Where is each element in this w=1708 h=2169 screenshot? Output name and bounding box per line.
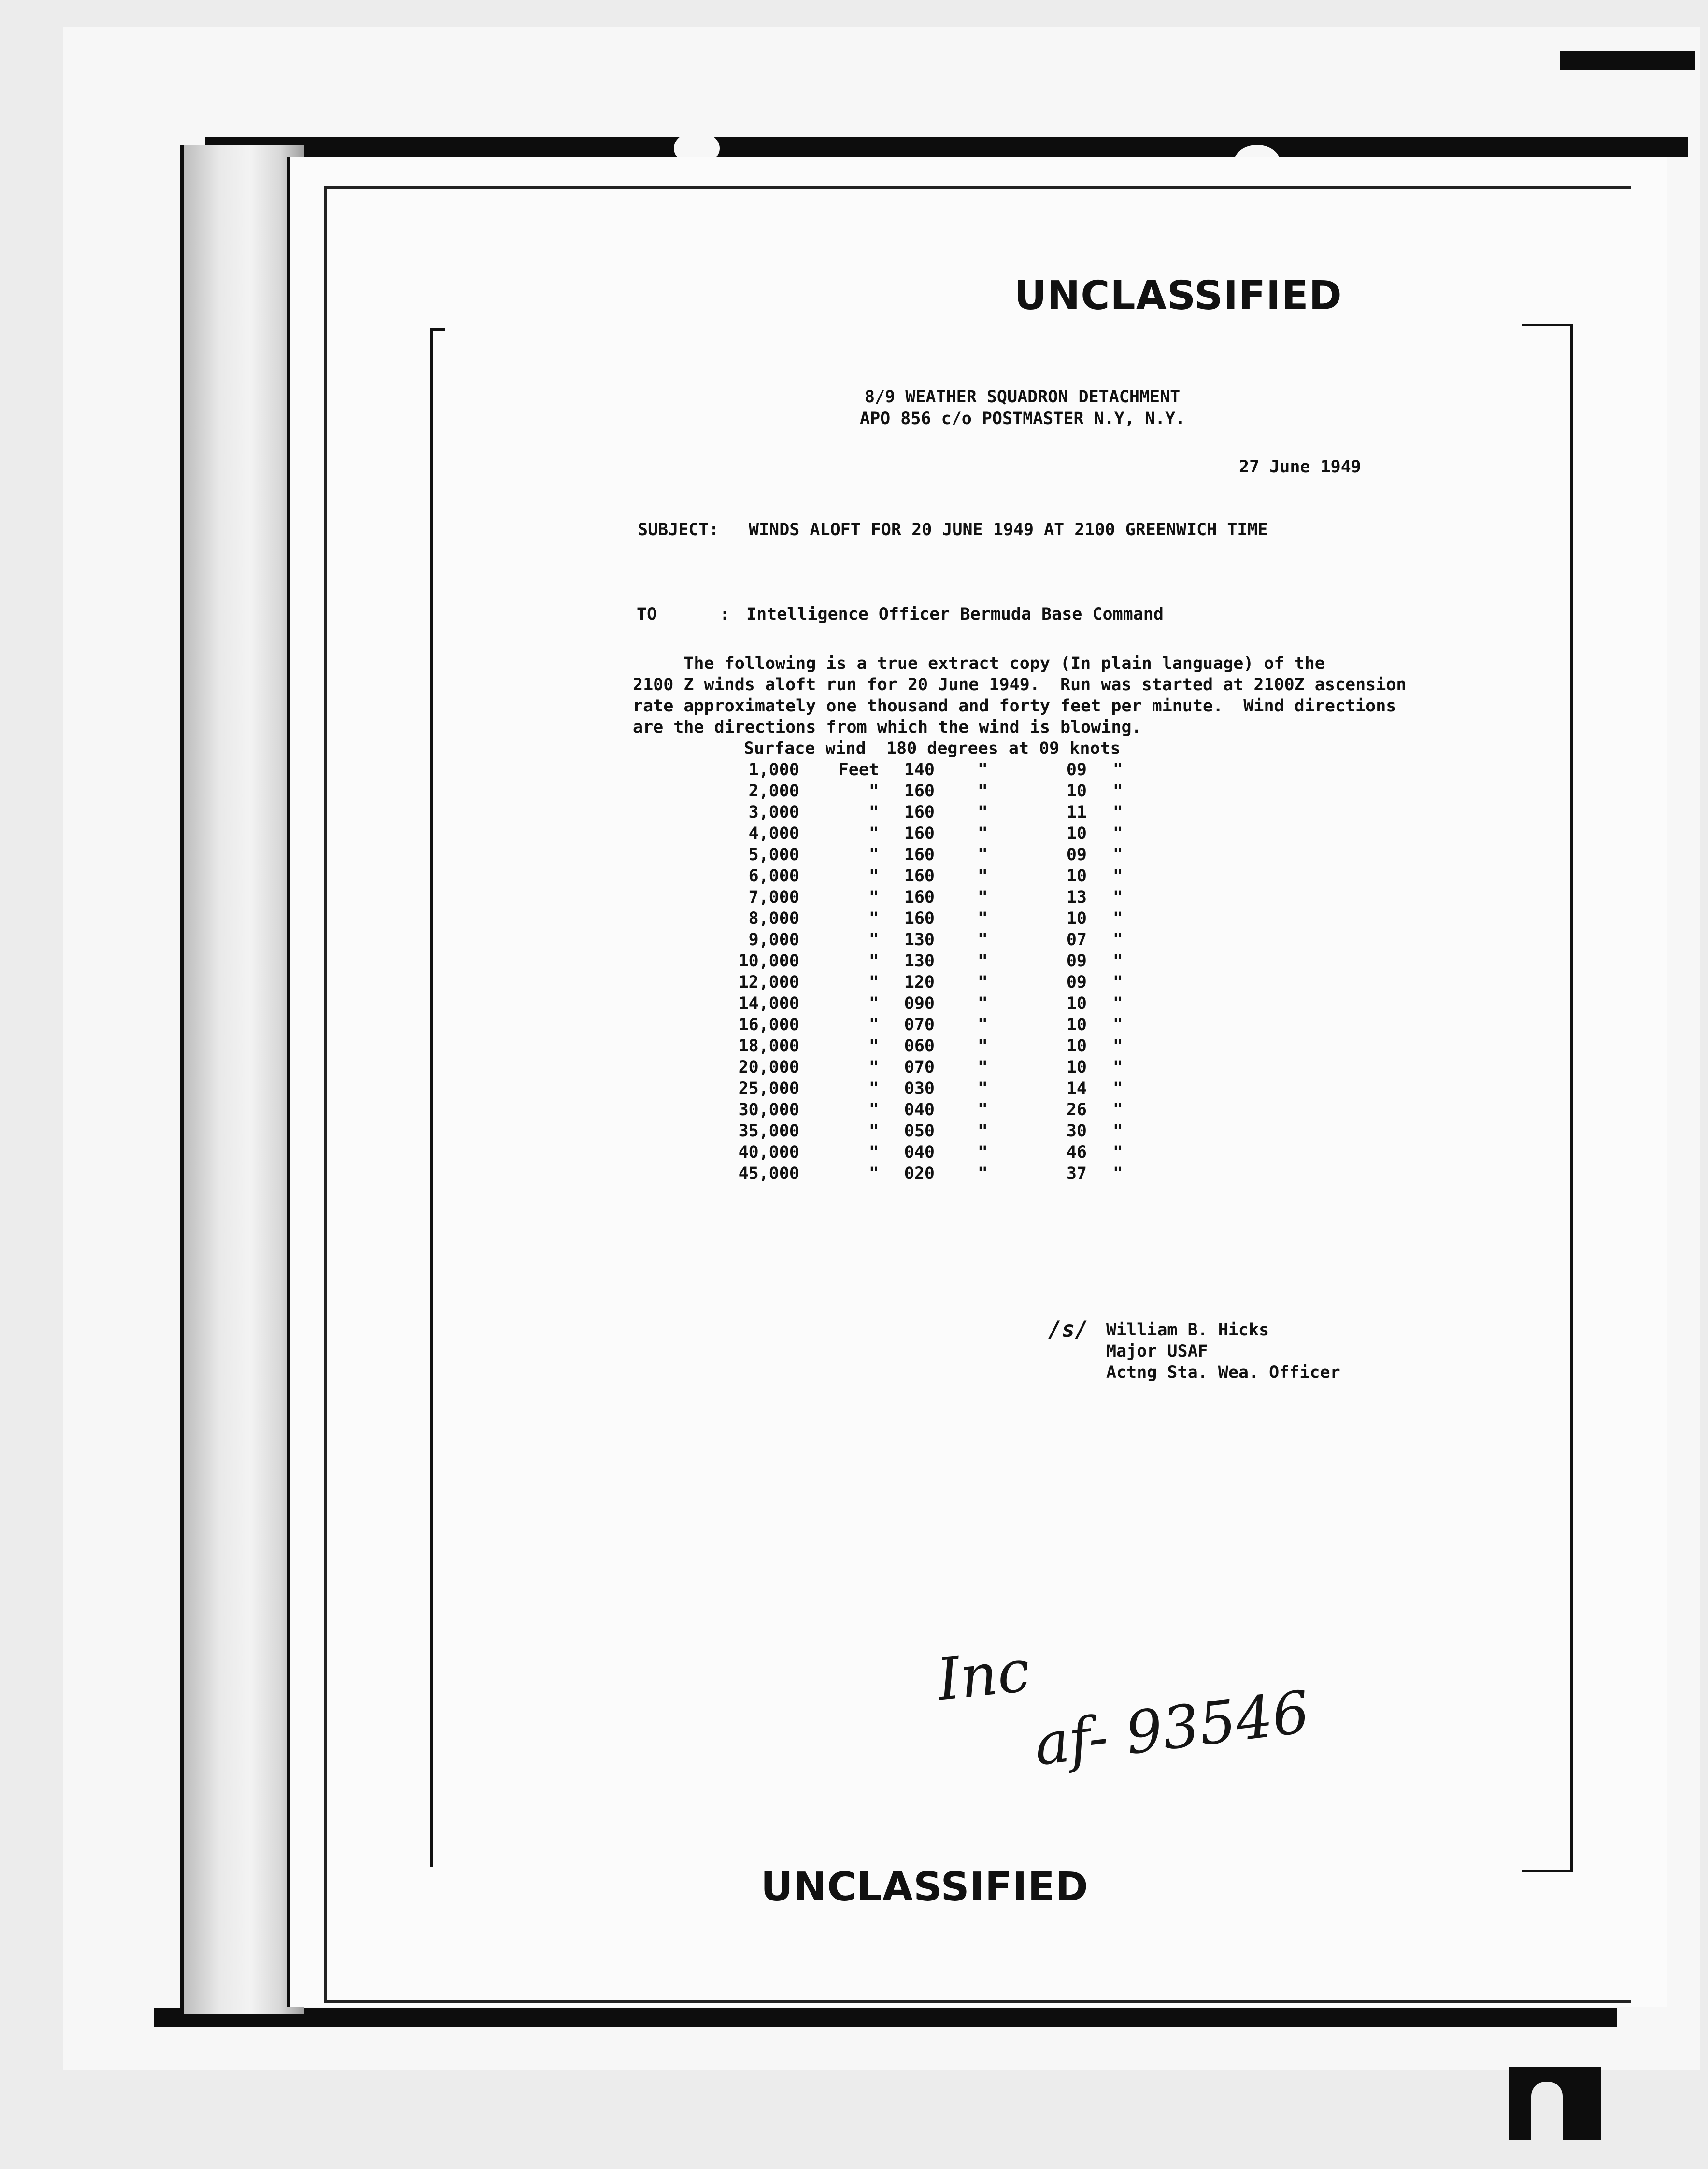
- altitude-cell: 14,000: [738, 994, 799, 1013]
- letterhead-line-1: 8/9 WEATHER SQUADRON DETACHMENT: [865, 387, 1181, 407]
- direction-cell: 040: [904, 1100, 935, 1120]
- unit-cell: ": [868, 1143, 879, 1162]
- direction-cell: 140: [904, 760, 935, 780]
- altitude-cell: 3,000: [748, 803, 799, 822]
- unit-cell: ": [868, 1079, 879, 1098]
- handwritten-note-line-2: af- 93546: [1030, 1678, 1313, 1779]
- wind-row: [0, 865, 1708, 887]
- unit-cell: ": [868, 888, 879, 907]
- direction-cell: 160: [904, 824, 935, 843]
- direction-cell: 160: [904, 845, 935, 865]
- knots-ditto-cell: ": [1112, 1164, 1123, 1183]
- knots-ditto-cell: ": [1112, 1058, 1123, 1077]
- wind-row: [0, 1014, 1708, 1035]
- document-date: 27 June 1949: [1239, 457, 1361, 477]
- unit-cell: ": [868, 866, 879, 886]
- altitude-cell: 9,000: [748, 930, 799, 950]
- direction-cell: 160: [904, 888, 935, 907]
- speed-cell: 46: [1066, 1143, 1087, 1162]
- wind-row: [0, 1142, 1708, 1163]
- unit-cell: ": [868, 973, 879, 992]
- speed-cell: 13: [1066, 888, 1087, 907]
- film-corner-mark: [1560, 51, 1695, 70]
- altitude-cell: 2,000: [748, 781, 799, 801]
- unit-cell: ": [868, 1121, 879, 1141]
- direction-cell: 060: [904, 1036, 935, 1056]
- knots-ditto-cell: ": [1112, 781, 1123, 801]
- knots-ditto-cell: ": [1112, 973, 1123, 992]
- direction-cell: 160: [904, 781, 935, 801]
- ditto-cell: ": [977, 1058, 988, 1077]
- knots-ditto-cell: ": [1112, 930, 1123, 950]
- knots-ditto-cell: ": [1112, 803, 1123, 822]
- direction-cell: 030: [904, 1079, 935, 1098]
- letterhead-line-2: APO 856 c/o POSTMASTER N.Y, N.Y.: [860, 409, 1186, 428]
- knots-ditto-cell: ": [1112, 866, 1123, 886]
- wind-row: [0, 1057, 1708, 1078]
- signature-mark: /s/: [1048, 1316, 1089, 1342]
- altitude-cell: 10,000: [738, 951, 799, 971]
- altitude-cell: 40,000: [738, 1143, 799, 1162]
- wind-row: [0, 1078, 1708, 1099]
- wind-row: [0, 780, 1708, 802]
- unit-cell: ": [868, 1036, 879, 1056]
- direction-cell: 090: [904, 994, 935, 1013]
- wind-row: [0, 1099, 1708, 1120]
- body-line-3: rate approximately one thousand and forty feet per minute. Wind directions: [633, 696, 1396, 716]
- film-border-bottom: [154, 2008, 1617, 2027]
- speed-cell: 10: [1066, 994, 1087, 1013]
- to-separator: :: [720, 605, 730, 624]
- ditto-cell: ": [977, 994, 988, 1013]
- surface-wind-line: Surface wind 180 degrees at 09 knots: [744, 739, 1121, 758]
- knots-ditto-cell: ": [1112, 1015, 1123, 1035]
- speed-cell: 09: [1066, 845, 1087, 865]
- wind-row: [0, 759, 1708, 780]
- wind-row: [0, 887, 1708, 908]
- ditto-cell: ": [977, 973, 988, 992]
- to-addressee: Intelligence Officer Bermuda Base Command: [746, 605, 1164, 624]
- subject-text: WINDS ALOFT FOR 20 JUNE 1949 AT 2100 GREENWICH TIME: [749, 520, 1268, 539]
- direction-cell: 160: [904, 866, 935, 886]
- direction-cell: 160: [904, 803, 935, 822]
- knots-ditto-cell: ": [1112, 760, 1123, 780]
- unit-cell: Feet: [838, 760, 879, 780]
- speed-cell: 10: [1066, 866, 1087, 886]
- altitude-cell: 7,000: [748, 888, 799, 907]
- ditto-cell: ": [977, 1121, 988, 1141]
- wind-row: [0, 844, 1708, 865]
- body-line-1: The following is a true extract copy (In plain language) of the: [633, 654, 1325, 673]
- knots-ditto-cell: ": [1112, 1121, 1123, 1141]
- speed-cell: 10: [1066, 781, 1087, 801]
- wind-row: [0, 972, 1708, 993]
- ditto-cell: ": [977, 760, 988, 780]
- knots-ditto-cell: ": [1112, 824, 1123, 843]
- wind-row: [0, 1035, 1708, 1057]
- handwritten-note-line-1: Inc: [934, 1637, 1033, 1714]
- wind-row: [0, 823, 1708, 844]
- wind-row: [0, 1163, 1708, 1184]
- speed-cell: 10: [1066, 1058, 1087, 1077]
- knots-ditto-cell: ": [1112, 845, 1123, 865]
- wind-row: [0, 993, 1708, 1014]
- winds-aloft-table: [0, 759, 1708, 1194]
- knots-ditto-cell: ": [1112, 1143, 1123, 1162]
- speed-cell: 10: [1066, 909, 1087, 928]
- unit-cell: ": [868, 1015, 879, 1035]
- altitude-cell: 16,000: [738, 1015, 799, 1035]
- direction-cell: 070: [904, 1058, 935, 1077]
- ditto-cell: ": [977, 824, 988, 843]
- speed-cell: 11: [1066, 803, 1087, 822]
- altitude-cell: 20,000: [738, 1058, 799, 1077]
- direction-cell: 120: [904, 973, 935, 992]
- ditto-cell: ": [977, 1079, 988, 1098]
- ditto-cell: ": [977, 951, 988, 971]
- ditto-cell: ": [977, 845, 988, 865]
- direction-cell: 070: [904, 1015, 935, 1035]
- film-corner-hole: [1531, 2082, 1563, 2140]
- altitude-cell: 30,000: [738, 1100, 799, 1120]
- ditto-cell: ": [977, 1036, 988, 1056]
- film-border-top: [205, 137, 1688, 157]
- ditto-cell: ": [977, 803, 988, 822]
- speed-cell: 30: [1066, 1121, 1087, 1141]
- body-line-4: are the directions from which the wind is blowing.: [633, 718, 1142, 737]
- wind-row: [0, 950, 1708, 972]
- altitude-cell: 25,000: [738, 1079, 799, 1098]
- altitude-cell: 4,000: [748, 824, 799, 843]
- unit-cell: ": [868, 909, 879, 928]
- altitude-cell: 45,000: [738, 1164, 799, 1183]
- knots-ditto-cell: ": [1112, 994, 1123, 1013]
- speed-cell: 07: [1066, 930, 1087, 950]
- classification-stamp-top: UNCLASSIFIED: [1014, 273, 1342, 319]
- speed-cell: 09: [1066, 951, 1087, 971]
- knots-ditto-cell: ": [1112, 1079, 1123, 1098]
- subject-label: SUBJECT:: [638, 520, 719, 539]
- signer-name: William B. Hicks: [1106, 1320, 1269, 1340]
- ditto-cell: ": [977, 888, 988, 907]
- unit-cell: ": [868, 1058, 879, 1077]
- ditto-cell: ": [977, 1143, 988, 1162]
- ditto-cell: ": [977, 781, 988, 801]
- ditto-cell: ": [977, 1164, 988, 1183]
- direction-cell: 050: [904, 1121, 935, 1141]
- speed-cell: 10: [1066, 1015, 1087, 1035]
- classification-stamp-bottom: UNCLASSIFIED: [761, 1864, 1089, 1910]
- speed-cell: 37: [1066, 1164, 1087, 1183]
- altitude-cell: 6,000: [748, 866, 799, 886]
- ditto-cell: ": [977, 1015, 988, 1035]
- ditto-cell: ": [977, 930, 988, 950]
- altitude-cell: 5,000: [748, 845, 799, 865]
- unit-cell: ": [868, 824, 879, 843]
- to-label: TO: [637, 605, 657, 624]
- altitude-cell: 12,000: [738, 973, 799, 992]
- wind-row: [0, 929, 1708, 950]
- altitude-cell: 35,000: [738, 1121, 799, 1141]
- wind-row: [0, 908, 1708, 929]
- altitude-cell: 1,000: [748, 760, 799, 780]
- speed-cell: 10: [1066, 824, 1087, 843]
- direction-cell: 160: [904, 909, 935, 928]
- unit-cell: ": [868, 951, 879, 971]
- speed-cell: 09: [1066, 973, 1087, 992]
- knots-ditto-cell: ": [1112, 909, 1123, 928]
- unit-cell: ": [868, 994, 879, 1013]
- ditto-cell: ": [977, 1100, 988, 1120]
- unit-cell: ": [868, 930, 879, 950]
- unit-cell: ": [868, 845, 879, 865]
- speed-cell: 09: [1066, 760, 1087, 780]
- direction-cell: 020: [904, 1164, 935, 1183]
- ditto-cell: ": [977, 866, 988, 886]
- knots-ditto-cell: ": [1112, 1100, 1123, 1120]
- direction-cell: 130: [904, 930, 935, 950]
- unit-cell: ": [868, 1100, 879, 1120]
- wind-row: [0, 1120, 1708, 1142]
- speed-cell: 26: [1066, 1100, 1087, 1120]
- knots-ditto-cell: ": [1112, 1036, 1123, 1056]
- ditto-cell: ": [977, 909, 988, 928]
- altitude-cell: 18,000: [738, 1036, 799, 1056]
- unit-cell: ": [868, 1164, 879, 1183]
- altitude-cell: 8,000: [748, 909, 799, 928]
- knots-ditto-cell: ": [1112, 951, 1123, 971]
- unit-cell: ": [868, 781, 879, 801]
- unit-cell: ": [868, 803, 879, 822]
- signer-title: Actng Sta. Wea. Officer: [1106, 1363, 1340, 1382]
- wind-row: [0, 802, 1708, 823]
- knots-ditto-cell: ": [1112, 888, 1123, 907]
- direction-cell: 130: [904, 951, 935, 971]
- speed-cell: 10: [1066, 1036, 1087, 1056]
- signer-rank: Major USAF: [1106, 1342, 1208, 1361]
- direction-cell: 040: [904, 1143, 935, 1162]
- speed-cell: 14: [1066, 1079, 1087, 1098]
- body-line-2: 2100 Z winds aloft run for 20 June 1949. Run was started at 2100Z ascension: [633, 675, 1407, 695]
